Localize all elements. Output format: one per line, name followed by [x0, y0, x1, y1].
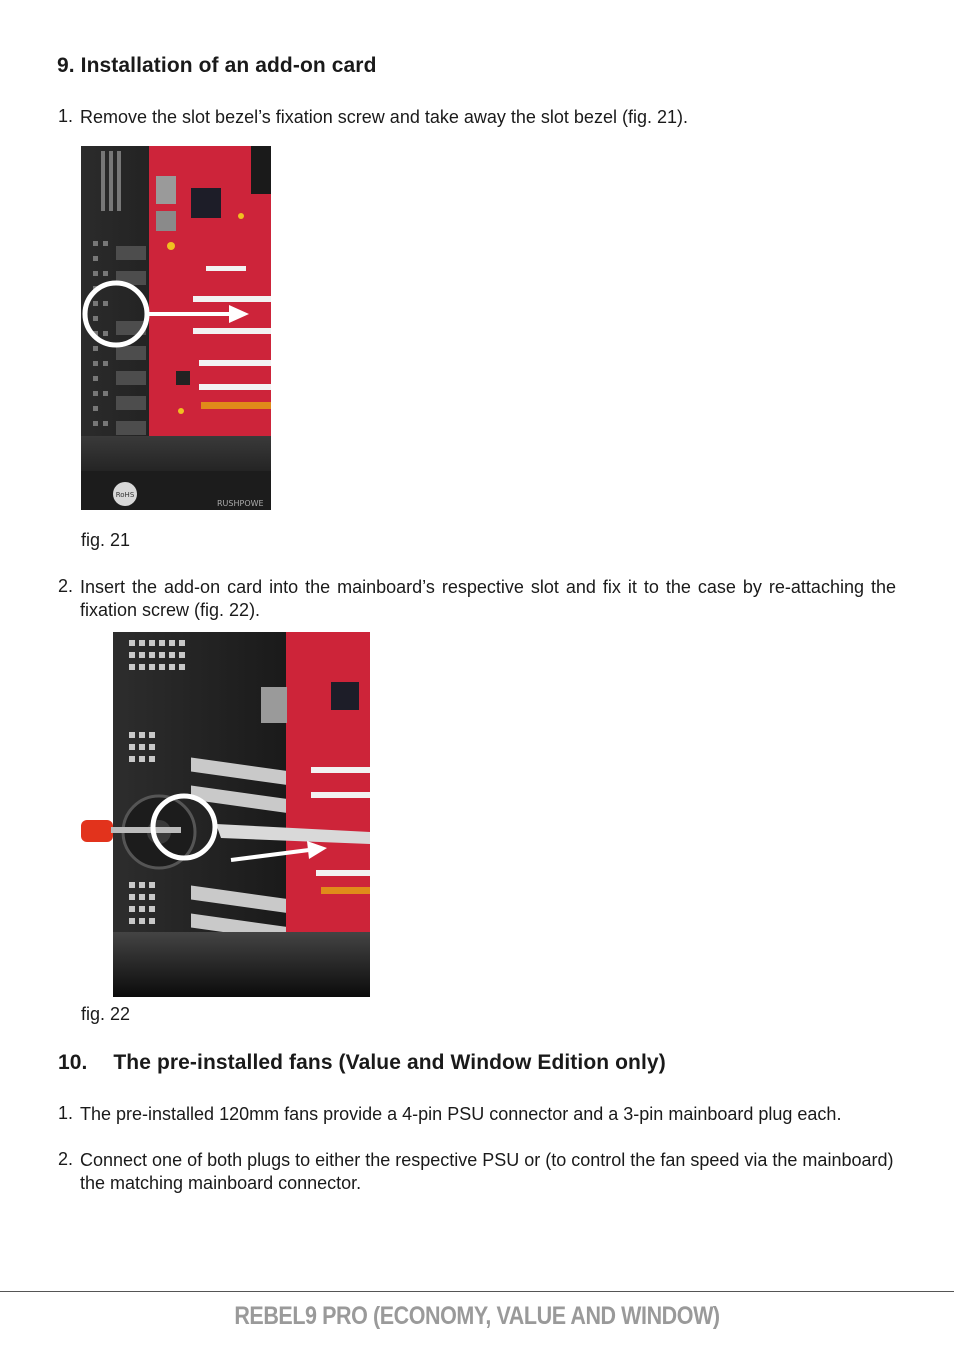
step-text: Remove the slot bezel’s fixation screw and take away the slot bezel (fig. 21).	[80, 107, 688, 127]
section-10-heading	[58, 1051, 666, 1075]
step-text: Insert the add-on card into the mainboard’s respective slot and fix it to the case by re-attaching the fixation screw (fig. 22).	[80, 577, 896, 620]
section-10-heading-number: 10.	[58, 1051, 88, 1074]
footer-divider	[0, 1291, 954, 1292]
fig-22-photo	[81, 632, 370, 997]
brand-label: RUSHPOWE	[217, 499, 264, 508]
step-number: 2.	[58, 1149, 74, 1169]
fig-21-caption: fig. 21	[81, 530, 131, 550]
step-number: 2.	[58, 576, 74, 596]
section-9-heading: 9. Installation of an add-on card	[57, 54, 377, 77]
step-number: 1.	[58, 106, 74, 126]
step-text: The pre-installed 120mm fans provide a 4-pin PSU connector and a 3-pin mainboard plug each.	[80, 1104, 842, 1124]
footer-title: REBEL9 PRO (ECONOMY, VALUE AND WINDOW)	[234, 1302, 720, 1330]
fig-22-caption: fig. 22	[81, 1004, 131, 1024]
rohs-label: RoHS	[115, 491, 135, 499]
fig-21-photo	[81, 146, 271, 510]
section-10-heading-text: The pre-installed fans (Value and Window Edition only)	[113, 1051, 666, 1074]
step-number: 1.	[58, 1103, 74, 1123]
step-text: Connect one of both plugs to either the respective PSU or (to control the fan speed via the mainboard) the matching mainboard connector.	[80, 1150, 894, 1193]
